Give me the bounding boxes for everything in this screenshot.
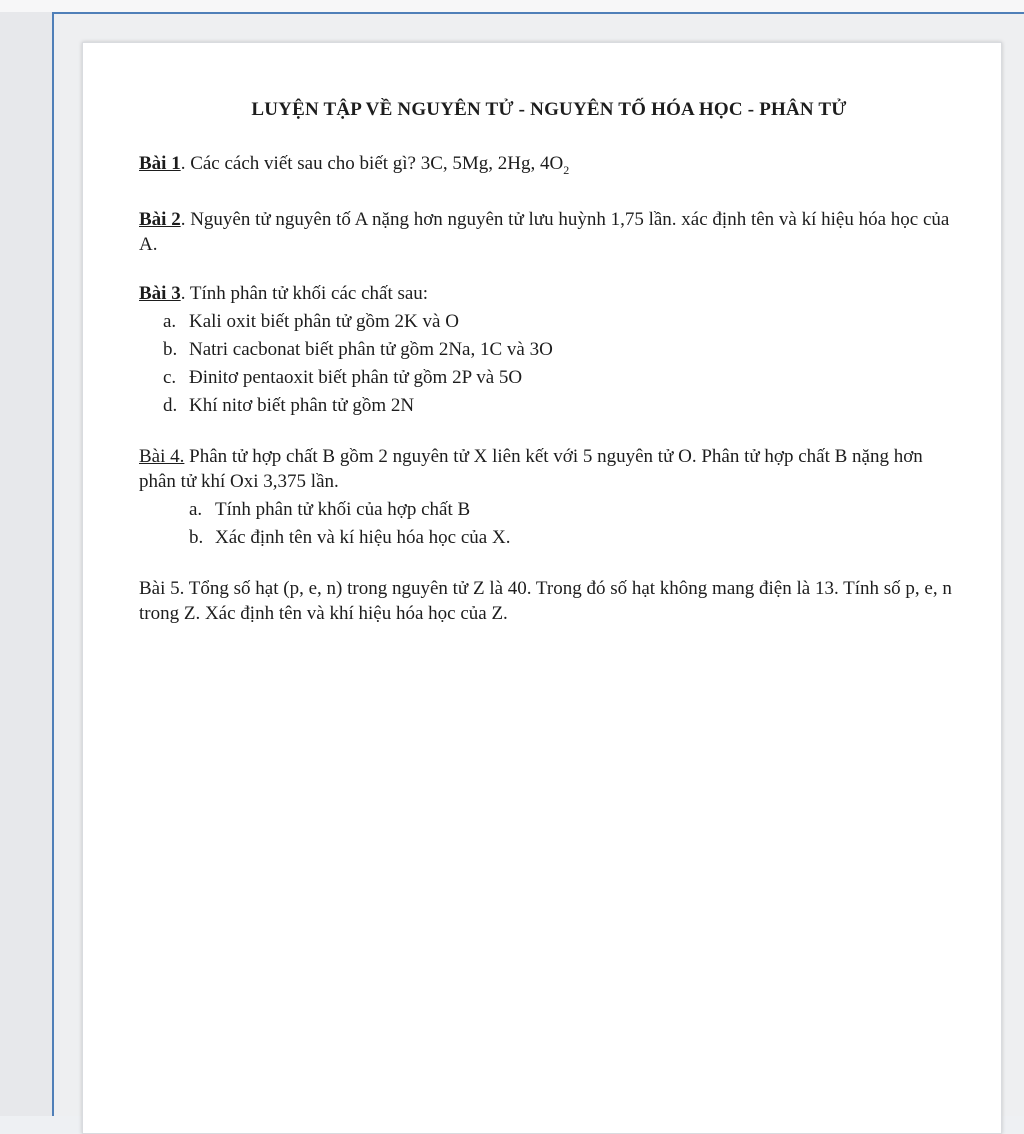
exercise-2-text: . Nguyên tử nguyên tố A nặng hơn nguyên tử lưu huỳnh 1,75 lần. xác định tên và kí hiệu hóa học của A. <box>139 208 950 255</box>
list-item <box>163 364 959 392</box>
exercise-2 <box>139 207 959 257</box>
list-item-text: Đinitơ pentaoxit biết phân tử gồm 2P và 5O <box>189 366 523 388</box>
exercise-1 <box>139 151 959 183</box>
list-marker: b. <box>189 526 204 548</box>
list-item-text: Natri cacbonat biết phân tử gồm 2Na, 1C và 3O <box>189 338 553 360</box>
list-marker: b. <box>163 338 178 360</box>
document-page <box>82 42 1002 1134</box>
list-item <box>189 496 959 524</box>
top-strip <box>0 0 1024 12</box>
list-item-text: Tính phân tử khối của hợp chất B <box>215 498 471 520</box>
list-item <box>189 524 959 552</box>
exercise-4-text: Phân tử hợp chất B gồm 2 nguyên tử X liên kết với 5 nguyên tử O. Phân tử hợp chất B nặng hơn phân tử khí Oxi 3,375 lần. <box>139 445 923 492</box>
exercise-1-subscript: 2 <box>563 162 570 177</box>
exercise-3-label: Bài 3 <box>139 282 181 304</box>
list-item <box>163 308 959 336</box>
left-gutter <box>0 12 52 1116</box>
list-marker: a. <box>163 310 177 332</box>
exercise-4 <box>139 444 959 552</box>
list-marker: c. <box>163 366 177 388</box>
exercise-3-text: . Tính phân tử khối các chất sau: <box>180 282 429 304</box>
list-marker: a. <box>189 498 203 520</box>
list-item-text: Xác định tên và kí hiệu hóa học của X. <box>215 526 511 548</box>
exercise-4-label: Bài 4. <box>139 445 185 467</box>
viewer-frame-left <box>52 12 54 1116</box>
exercise-5-label: Bài 5. <box>139 577 185 599</box>
list-item <box>163 336 959 364</box>
exercise-1-text: . Các cách viết sau cho biết gì? 3C, 5Mg, 2Hg, 4O <box>180 153 564 174</box>
exercise-2-label: Bài 2 <box>139 208 181 230</box>
list-marker: d. <box>163 394 178 416</box>
exercise-4-list <box>139 496 959 552</box>
list-item-text: Kali oxit biết phân tử gồm 2K và O <box>189 310 459 332</box>
list-item <box>163 392 959 420</box>
exercise-5 <box>139 576 959 626</box>
page-content <box>139 99 959 650</box>
exercise-3-list <box>139 308 959 420</box>
exercise-5-text: Tổng số hạt (p, e, n) trong nguyên tử Z là 40. Trong đó số hạt không mang điện là 13. Tính số p, e, n trong Z. Xác định tên và khí hiệu hóa học của Z. <box>139 577 952 624</box>
exercise-3 <box>139 281 959 420</box>
list-item-text: Khí nitơ biết phân tử gồm 2N <box>189 394 415 416</box>
exercise-1-label: Bài 1 <box>139 153 181 174</box>
document-title: LUYỆN TẬP VỀ NGUYÊN TỬ - NGUYÊN TỐ HÓA HỌC - PHÂN TỬ <box>251 99 847 120</box>
viewer-frame-top <box>52 12 1024 14</box>
